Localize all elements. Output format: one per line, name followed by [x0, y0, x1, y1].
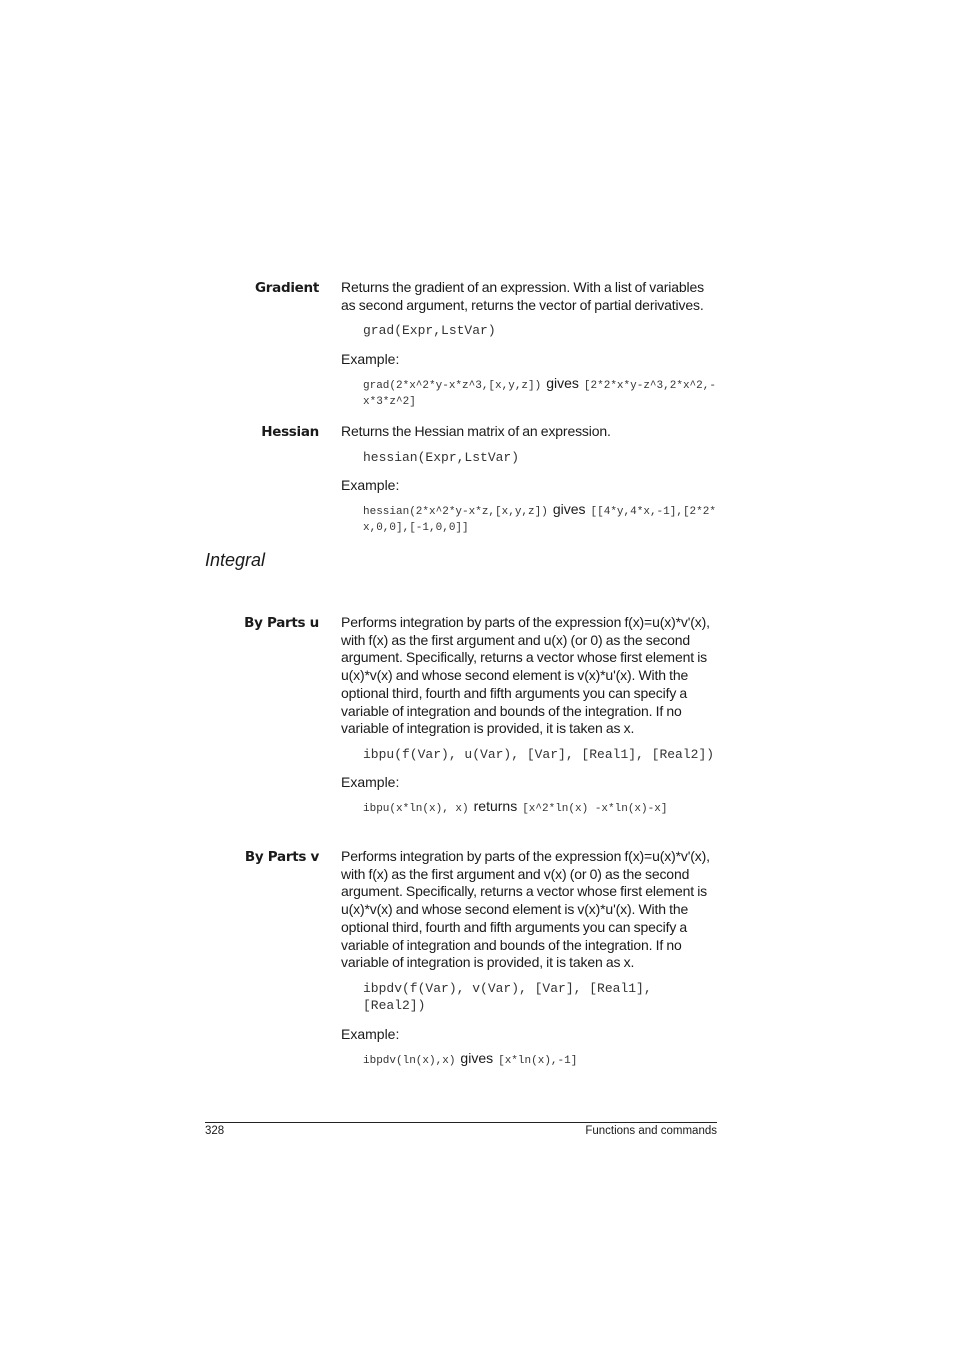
description: Returns the gradient of an expression. With a list of variables as second argument, returns the vector of partial derivatives.: [341, 279, 704, 313]
example-result: [x^2*ln(x) -x*ln(x)-x]: [522, 803, 668, 816]
syntax: grad(Expr,LstVar): [363, 323, 496, 339]
example-label: Example:: [341, 1025, 400, 1042]
example-connector: returns: [473, 798, 518, 815]
example-connector: gives: [460, 1049, 494, 1066]
example: [363, 375, 717, 410]
example: [363, 501, 717, 536]
term-by-parts-v: By Parts v: [244, 849, 319, 865]
syntax: ibpu(f(Var), u(Var), [Var], [Real1], [Real2]): [363, 746, 715, 762]
entry-body: [341, 423, 717, 536]
syntax: ibpdv(f(Var), v(Var), [Var], [Real1], [Real2]): [363, 980, 660, 1014]
page-number: 328: [205, 1125, 225, 1137]
term-by-parts-u: By Parts u: [244, 615, 319, 631]
entry-body: [341, 848, 717, 1069]
example-connector: gives: [552, 501, 586, 518]
example-label: Example:: [341, 350, 400, 367]
example-connector: gives: [546, 374, 579, 391]
footer-title: Functions and commands: [585, 1125, 717, 1137]
syntax: hessian(Expr,LstVar): [363, 449, 520, 465]
example-result: [2*2*x*y-z^3,2*x^2,-x*3*z^2]: [363, 379, 716, 408]
example-code: ibpu(x*ln(x), x): [363, 803, 469, 816]
description: Performs integration by parts of the expression f(x)=u(x)*v'(x), with f(x) as the first argument and v(x) (or 0) as the second argument. Specifically, returns a vector whose first element is u(x)*v(x) and whose second element is v(x)*u'(x). With the optional third, fourth and fifth arguments you can specify a variable of integration and bounds of the integration. If no variable of integration is provided, it is taken as x.: [341, 848, 710, 971]
example-code: hessian(2*x^2*y-x*z,[x,y,z]): [363, 506, 548, 519]
description: Performs integration by parts of the expression f(x)=u(x)*v'(x), with f(x) as the first argument and u(x) (or 0) as the second argument. Specifically, returns a vector whose first element is u(x)*v(x) and whose second element is v(x)*u'(x). With the optional third, fourth and fifth arguments you can specify a variable of integration and bounds of the integration. If no variable of integration is provided, it is taken as x.: [341, 614, 710, 737]
term-gradient: Gradient: [255, 280, 319, 296]
entry-body: [341, 614, 717, 817]
entry-body: [341, 279, 717, 410]
example-label: Example:: [341, 774, 400, 791]
example-label: Example:: [341, 477, 400, 494]
description: Returns the Hessian matrix of an expression.: [341, 423, 611, 439]
term-hessian: Hessian: [261, 424, 319, 440]
example-result: [x*ln(x),-1]: [498, 1054, 578, 1067]
example-code: grad(2*x^2*y-x*z^3,[x,y,z]): [363, 379, 542, 392]
example: [363, 1050, 717, 1069]
example-code: ibpdv(ln(x),x): [363, 1054, 456, 1067]
example-result: [[4*y,4*x,-1],[2*2*x,0,0],[-1,0,0]]: [363, 506, 716, 535]
example: [363, 798, 717, 817]
section-title: Integral: [205, 550, 266, 570]
